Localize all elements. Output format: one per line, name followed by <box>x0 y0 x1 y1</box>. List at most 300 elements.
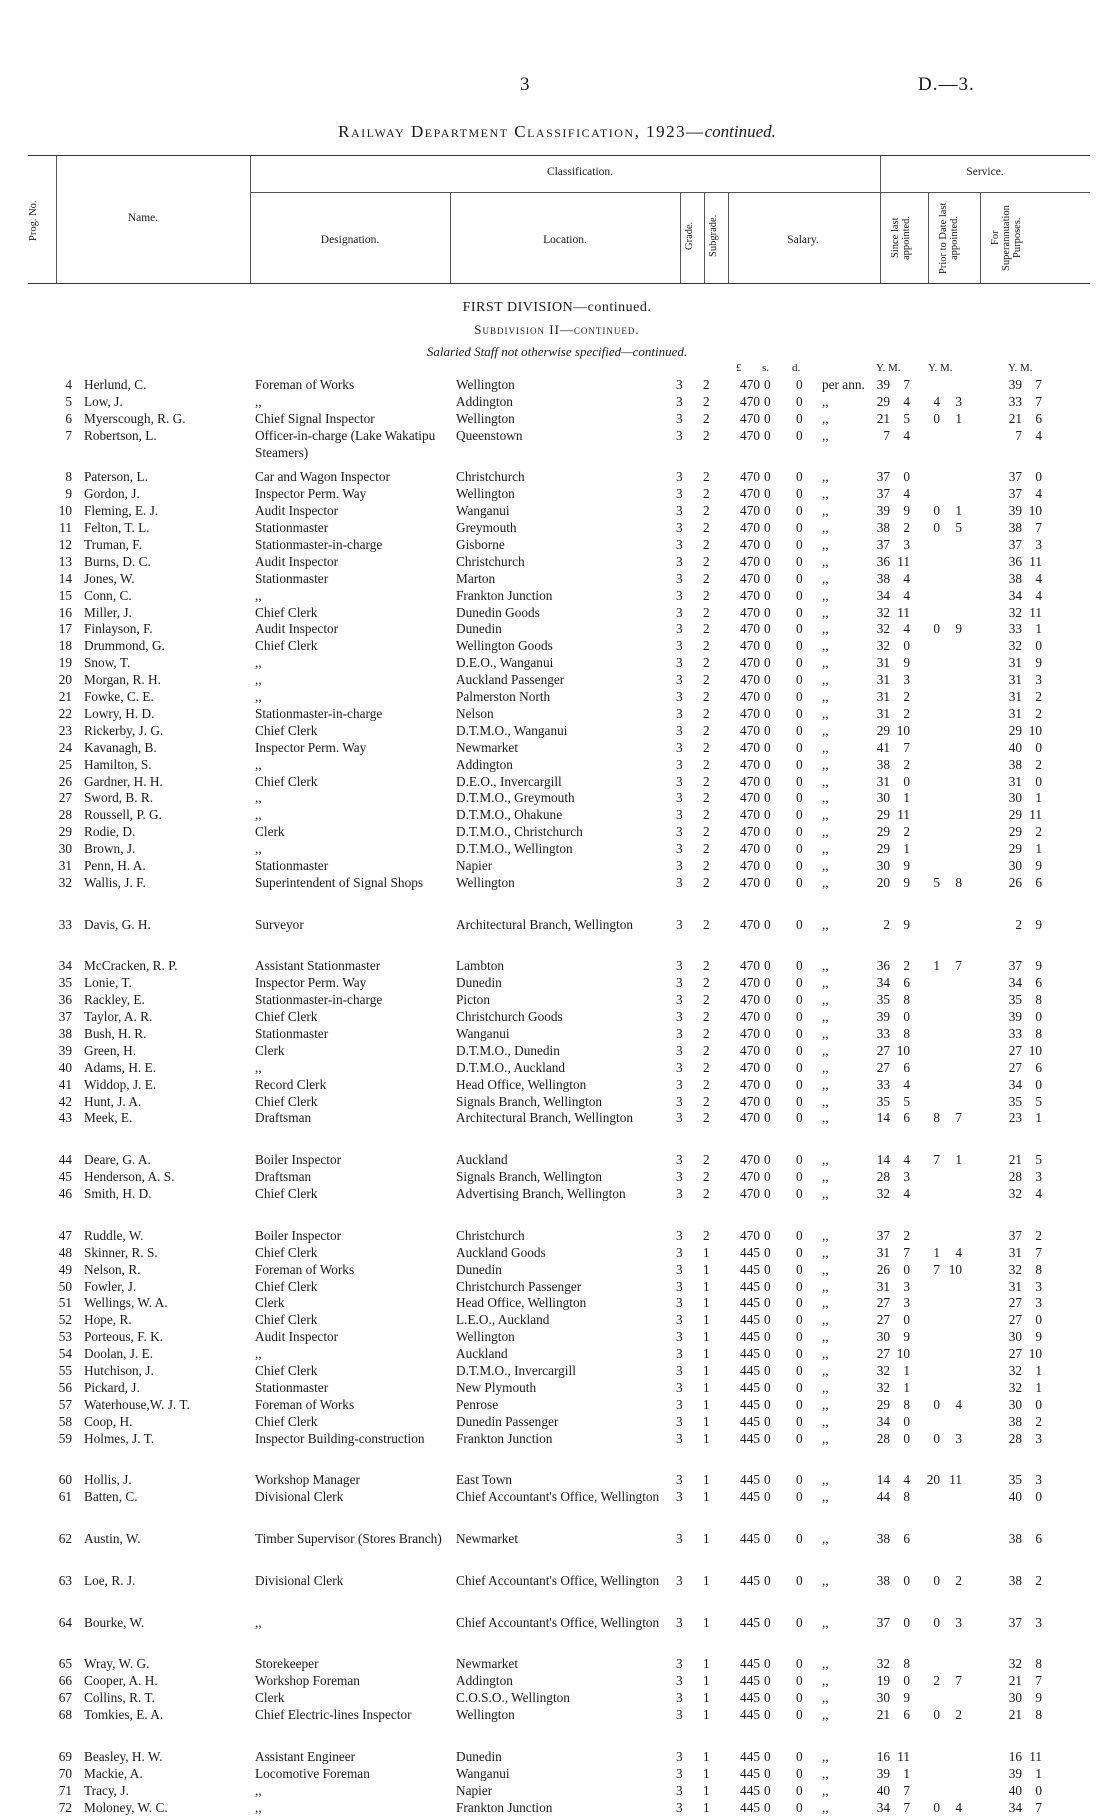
cell-sg: 2 <box>703 1110 710 1126</box>
cell-pd: 470 <box>740 377 760 392</box>
cell-per: ,, <box>822 958 829 974</box>
cell-num: 38 <box>58 1026 72 1041</box>
table-row <box>0 790 1114 807</box>
cell-gr: 3 <box>676 1152 683 1168</box>
cell-name: Drummond, G. <box>84 638 165 654</box>
cell-per: ,, <box>822 393 829 409</box>
cell-gr: 3 <box>676 1614 683 1630</box>
table-row <box>0 1169 1114 1186</box>
cell-desig: Clerk <box>255 1690 285 1706</box>
cell-desig: Car and Wagon Inspector <box>255 469 390 485</box>
cell-sg: 2 <box>703 604 710 620</box>
cell-sg: 1 <box>703 1346 710 1362</box>
cell-pp: 0 <box>796 958 803 974</box>
cell-pp: 0 <box>796 1312 803 1328</box>
table-row <box>0 1043 1114 1060</box>
table-row <box>0 1077 1114 1094</box>
cell-ps: 0 <box>764 1278 771 1294</box>
cell-name: McCracken, R. P. <box>84 958 178 974</box>
cell-per: ,, <box>822 1707 829 1723</box>
cell-loc: L.E.O., Auckland <box>456 1312 550 1328</box>
cell-per: ,, <box>822 916 829 932</box>
cell-ps: 0 <box>764 807 771 823</box>
cell-sg: 2 <box>703 1093 710 1109</box>
cell-sg: 2 <box>703 1009 710 1025</box>
cell-fm: 7 <box>1035 1673 1042 1689</box>
cell-sy: 27 <box>876 1042 890 1058</box>
cell-fy: 34 <box>1008 975 1022 991</box>
cell-pd: 445 <box>740 1572 760 1588</box>
table-row <box>0 1431 1114 1465</box>
cell-pp: 0 <box>796 1765 803 1781</box>
cell-pm: 10 <box>948 1261 962 1277</box>
cell-sg: 2 <box>703 469 710 485</box>
cell-pm: 8 <box>955 874 962 890</box>
cell-name: Truman, F. <box>84 537 142 553</box>
cell-desig: ,, <box>255 1614 262 1630</box>
cell-per: ,, <box>822 705 829 721</box>
cell-ps: 0 <box>764 1413 771 1429</box>
cell-pp: 0 <box>796 1782 803 1798</box>
cell-gr: 3 <box>676 537 683 553</box>
cell-desig: Inspector Perm. Way <box>255 975 367 991</box>
cell-ps: 0 <box>764 1765 771 1781</box>
cell-per: ,, <box>822 1572 829 1588</box>
cell-gr: 3 <box>676 1782 683 1798</box>
cell-loc: Wellington Goods <box>456 638 553 654</box>
cell-name: Davis, G. H. <box>84 916 151 932</box>
cell-name: Wallis, J. F. <box>84 874 146 890</box>
unit-ym-prior: Y. M. <box>928 362 953 374</box>
cell-name: Penn, H. A. <box>84 857 146 873</box>
cell-name: Lowry, H. D. <box>84 705 155 721</box>
cell-desig: Boiler Inspector <box>255 1152 342 1168</box>
table-row <box>0 1152 1114 1169</box>
table-row <box>0 1312 1114 1329</box>
cell-fy: 29 <box>1008 841 1022 857</box>
cell-per: ,, <box>822 790 829 806</box>
cell-pm: 7 <box>955 958 962 974</box>
cell-name: Rackley, E. <box>84 992 145 1008</box>
cell-per: ,, <box>822 486 829 502</box>
cell-num: 16 <box>58 604 72 620</box>
cell-fy: 23 <box>1008 1110 1022 1126</box>
table-row <box>0 1656 1114 1673</box>
cell-py: 0 <box>933 1430 940 1446</box>
cell-sg: 1 <box>703 1430 710 1446</box>
cell-ps: 0 <box>764 587 771 603</box>
cell-fy: 31 <box>1008 672 1022 688</box>
cell-loc: D.T.M.O., Wellington <box>456 841 573 857</box>
cell-desig: Chief Clerk <box>255 1093 318 1109</box>
cell-sm: 9 <box>903 655 910 671</box>
cell-desig: Chief Clerk <box>255 604 318 620</box>
cell-fy: 16 <box>1008 1748 1022 1764</box>
cell-gr: 3 <box>676 958 683 974</box>
cell-pp: 0 <box>796 604 803 620</box>
cell-num: 65 <box>58 1656 72 1672</box>
cell-sg: 1 <box>703 1261 710 1277</box>
cell-ps: 0 <box>764 1656 771 1672</box>
table-row <box>0 1573 1114 1607</box>
cell-fy: 38 <box>1008 520 1022 536</box>
cell-fm: 1 <box>1035 1379 1042 1395</box>
cell-name: Doolan, J. E. <box>84 1346 154 1362</box>
cell-fy: 28 <box>1008 1169 1022 1185</box>
cell-desig: Surveyor <box>255 916 304 932</box>
cell-num: 53 <box>58 1329 72 1345</box>
cell-fm: 8 <box>1035 1656 1042 1672</box>
cell-sy: 27 <box>876 1059 890 1075</box>
cell-ps: 0 <box>764 1472 771 1488</box>
cell-pd: 470 <box>740 807 760 823</box>
cell-ps: 0 <box>764 1110 771 1126</box>
cell-sm: 0 <box>903 1572 910 1588</box>
cell-per: ,, <box>822 1186 829 1202</box>
cell-desig: Chief Clerk <box>255 1244 318 1260</box>
cell-name: Beasley, H. W. <box>84 1748 163 1764</box>
cell-per: ,, <box>822 1026 829 1041</box>
cell-loc: D.E.O., Invercargill <box>456 773 562 789</box>
cell-pd: 470 <box>740 958 760 974</box>
cell-sy: 29 <box>876 722 890 738</box>
unit-pence: d. <box>792 362 801 374</box>
cell-gr: 3 <box>676 689 683 705</box>
cell-gr: 3 <box>676 1748 683 1764</box>
cell-num: 66 <box>58 1673 72 1689</box>
cell-pd: 470 <box>740 689 760 705</box>
cell-sy: 41 <box>876 739 890 755</box>
cell-sy: 35 <box>876 992 890 1008</box>
cell-loc: Advertising Branch, Wellington <box>456 1186 626 1202</box>
cell-ps: 0 <box>764 841 771 857</box>
cell-ps: 0 <box>764 1026 771 1041</box>
cell-sm: 4 <box>903 621 910 637</box>
cell-sg: 1 <box>703 1295 710 1311</box>
cell-name: Finlayson, F. <box>84 621 153 637</box>
cell-py: 7 <box>933 1261 940 1277</box>
cell-sg: 1 <box>703 1396 710 1412</box>
cell-ps: 0 <box>764 1312 771 1328</box>
cell-name: Meek, E. <box>84 1110 133 1126</box>
cell-pp: 0 <box>796 393 803 409</box>
cell-per: ,, <box>822 570 829 586</box>
cell-fy: 36 <box>1008 553 1022 569</box>
cell-sg: 1 <box>703 1614 710 1630</box>
cell-pp: 0 <box>796 722 803 738</box>
cell-gr: 3 <box>676 1379 683 1395</box>
cell-desig: Clerk <box>255 824 285 840</box>
cell-fy: 21 <box>1008 1152 1022 1168</box>
cell-pd: 445 <box>740 1346 760 1362</box>
cell-py: 0 <box>933 1799 940 1815</box>
cell-name: Holmes, J. T. <box>84 1430 155 1446</box>
table-row <box>0 672 1114 689</box>
cell-num: 17 <box>58 621 72 637</box>
cell-sg: 2 <box>703 393 710 409</box>
cell-loc: D.T.M.O., Auckland <box>456 1059 566 1075</box>
cell-sm: 11 <box>897 807 910 823</box>
cell-num: 21 <box>58 689 72 705</box>
table-row <box>0 1329 1114 1346</box>
cell-desig: Stationmaster-in-charge <box>255 537 383 553</box>
cell-fy: 38 <box>1008 1531 1022 1546</box>
cell-ps: 0 <box>764 857 771 873</box>
cell-fy: 39 <box>1008 1009 1022 1025</box>
cell-fm: 7 <box>1035 520 1042 536</box>
cell-pp: 0 <box>796 587 803 603</box>
cell-loc: D.E.O., Wanganui <box>456 655 554 671</box>
cell-fy: 31 <box>1008 655 1022 671</box>
cell-fm: 11 <box>1029 604 1042 620</box>
cell-sy: 26 <box>876 1261 890 1277</box>
cell-sm: 3 <box>903 1278 910 1294</box>
cell-loc: Lambton <box>456 958 505 974</box>
cell-sy: 31 <box>876 689 890 705</box>
cell-sy: 32 <box>876 1186 890 1202</box>
cell-pp: 0 <box>796 1614 803 1630</box>
cell-per: ,, <box>822 1329 829 1345</box>
cell-desig: Foreman of Works <box>255 1396 355 1412</box>
table-row <box>0 824 1114 841</box>
cell-loc: Addington <box>456 756 513 772</box>
cell-desig: Chief Clerk <box>255 638 318 654</box>
cell-desig: Timber Supervisor (Stores Branch) <box>255 1531 442 1546</box>
table-row <box>0 1749 1114 1766</box>
cell-name: Brown, J. <box>84 841 136 857</box>
cell-desig: Inspector Perm. Way <box>255 739 367 755</box>
cell-num: 43 <box>58 1110 72 1126</box>
cell-pp: 0 <box>796 1346 803 1362</box>
cell-fm: 11 <box>1029 553 1042 569</box>
cell-pp: 0 <box>796 857 803 873</box>
cell-fm: 8 <box>1035 1261 1042 1277</box>
cell-pp: 0 <box>796 916 803 932</box>
cell-sg: 2 <box>703 975 710 991</box>
page-title <box>0 122 1114 142</box>
cell-gr: 3 <box>676 553 683 569</box>
cell-name: Wray, W. G. <box>84 1656 150 1672</box>
cell-name: Gardner, H. H. <box>84 773 163 789</box>
cell-pd: 470 <box>740 393 760 409</box>
cell-num: 62 <box>58 1531 72 1546</box>
table-row <box>0 1783 1114 1800</box>
cell-sg: 1 <box>703 1362 710 1378</box>
cell-name: Batten, C. <box>84 1489 138 1505</box>
cell-ps: 0 <box>764 655 771 671</box>
cell-desig: Chief Clerk <box>255 1362 318 1378</box>
cell-gr: 3 <box>676 916 683 932</box>
staff-heading: Salaried Staff not otherwise specified—continued. <box>426 344 688 359</box>
table-row <box>0 469 1114 486</box>
cell-fm: 4 <box>1035 427 1042 443</box>
cell-per: ,, <box>822 1472 829 1488</box>
cell-fy: 30 <box>1008 1329 1022 1345</box>
cell-loc: Newmarket <box>456 1531 519 1546</box>
cell-pd: 445 <box>740 1329 760 1345</box>
cell-pp: 0 <box>796 1244 803 1260</box>
page-number: 3 <box>520 74 530 95</box>
cell-num: 27 <box>58 790 72 806</box>
cell-pd: 470 <box>740 427 760 443</box>
cell-fm: 2 <box>1035 689 1042 705</box>
cell-sy: 31 <box>876 1244 890 1260</box>
table-row <box>0 554 1114 571</box>
cell-pp: 0 <box>796 756 803 772</box>
cell-sy: 29 <box>876 807 890 823</box>
cell-num: 14 <box>58 570 72 586</box>
cell-per: ,, <box>822 1261 829 1277</box>
cell-fm: 0 <box>1035 1396 1042 1412</box>
cell-fm: 6 <box>1035 975 1042 991</box>
cell-fy: 33 <box>1008 621 1022 637</box>
cell-loc: Head Office, Wellington <box>456 1295 587 1311</box>
cell-sy: 37 <box>876 537 890 553</box>
cell-fm: 4 <box>1035 587 1042 603</box>
cell-ps: 0 <box>764 1261 771 1277</box>
header-service: Service. <box>966 166 1004 178</box>
cell-pp: 0 <box>796 503 803 519</box>
cell-num: 6 <box>65 410 72 426</box>
cell-sm: 6 <box>903 1110 910 1126</box>
cell-desig: ,, <box>255 689 262 705</box>
cell-name: Bourke, W. <box>84 1614 145 1630</box>
cell-desig: Foreman of Works <box>255 377 355 392</box>
cell-sm: 11 <box>897 553 910 569</box>
cell-gr: 3 <box>676 672 683 688</box>
cell-name: Skinner, R. S. <box>84 1244 158 1260</box>
cell-per: ,, <box>822 587 829 603</box>
cell-loc: Wellington <box>456 377 515 392</box>
cell-fy: 32 <box>1008 1186 1022 1202</box>
cell-ps: 0 <box>764 1093 771 1109</box>
cell-desig: Audit Inspector <box>255 553 339 569</box>
cell-sy: 38 <box>876 520 890 536</box>
cell-fy: 38 <box>1008 570 1022 586</box>
cell-ps: 0 <box>764 1152 771 1168</box>
cell-ps: 0 <box>764 486 771 502</box>
cell-sg: 2 <box>703 1042 710 1058</box>
cell-num: 35 <box>58 975 72 991</box>
table-row <box>0 1363 1114 1380</box>
cell-sm: 7 <box>903 1799 910 1815</box>
cell-gr: 3 <box>676 469 683 485</box>
cell-name: Morgan, R. H. <box>84 672 161 688</box>
cell-sm: 11 <box>897 1748 910 1764</box>
cell-sm: 0 <box>903 1430 910 1446</box>
cell-pd: 470 <box>740 1042 760 1058</box>
cell-gr: 3 <box>676 874 683 890</box>
cell-desig: ,, <box>255 1346 262 1362</box>
cell-num: 24 <box>58 739 72 755</box>
cell-pd: 470 <box>740 486 760 502</box>
cell-pm: 3 <box>955 1614 962 1630</box>
cell-gr: 3 <box>676 393 683 409</box>
cell-pd: 470 <box>740 672 760 688</box>
cell-ps: 0 <box>764 1799 771 1815</box>
table-row <box>0 1228 1114 1245</box>
cell-gr: 3 <box>676 1346 683 1362</box>
cell-pd: 470 <box>740 537 760 553</box>
cell-pd: 445 <box>740 1707 760 1723</box>
cell-fm: 1 <box>1035 1110 1042 1126</box>
cell-sg: 2 <box>703 1152 710 1168</box>
cell-loc: Frankton Junction <box>456 587 553 603</box>
table-row <box>0 1800 1114 1816</box>
cell-fy: 31 <box>1008 1278 1022 1294</box>
cell-fy: 38 <box>1008 756 1022 772</box>
cell-pp: 0 <box>796 1673 803 1689</box>
cell-gr: 3 <box>676 773 683 789</box>
cell-sy: 39 <box>876 1765 890 1781</box>
cell-loc: Head Office, Wellington <box>456 1076 587 1092</box>
cell-gr: 3 <box>676 1362 683 1378</box>
cell-ps: 0 <box>764 824 771 840</box>
cell-fy: 32 <box>1008 1656 1022 1672</box>
cell-desig: Clerk <box>255 1042 285 1058</box>
cell-num: 63 <box>58 1572 72 1588</box>
cell-sg: 2 <box>703 1186 710 1202</box>
cell-per: ,, <box>822 410 829 426</box>
cell-sm: 7 <box>903 1782 910 1798</box>
cell-desig: Workshop Manager <box>255 1472 360 1488</box>
cell-per: ,, <box>822 1799 829 1815</box>
cell-per: ,, <box>822 1169 829 1185</box>
cell-fy: 29 <box>1008 807 1022 823</box>
cell-per: ,, <box>822 1413 829 1429</box>
cell-pd: 470 <box>740 722 760 738</box>
cell-sg: 2 <box>703 427 710 443</box>
cell-fy: 7 <box>1015 427 1022 443</box>
cell-fm: 2 <box>1035 756 1042 772</box>
cell-pp: 0 <box>796 841 803 857</box>
cell-sg: 1 <box>703 1673 710 1689</box>
cell-pp: 0 <box>796 1489 803 1505</box>
cell-pm: 1 <box>955 410 962 426</box>
cell-pp: 0 <box>796 469 803 485</box>
cell-fm: 9 <box>1035 916 1042 932</box>
cell-num: 31 <box>58 857 72 873</box>
cell-per: per ann. <box>822 377 865 392</box>
cell-sy: 27 <box>876 1312 890 1328</box>
cell-desig: Workshop Foreman <box>255 1673 360 1689</box>
cell-pm: 4 <box>955 1396 962 1412</box>
cell-name: Green, H. <box>84 1042 137 1058</box>
cell-desig: ,, <box>255 393 262 409</box>
cell-desig: Chief Clerk <box>255 722 318 738</box>
cell-fm: 9 <box>1035 1690 1042 1706</box>
cell-fm: 0 <box>1035 1489 1042 1505</box>
cell-sm: 9 <box>903 874 910 890</box>
cell-num: 12 <box>58 537 72 553</box>
cell-per: ,, <box>822 1227 829 1243</box>
cell-name: Wellings, W. A. <box>84 1295 168 1311</box>
cell-per: ,, <box>822 1076 829 1092</box>
cell-ps: 0 <box>764 916 771 932</box>
cell-pm: 7 <box>955 1110 962 1126</box>
table-row <box>0 1707 1114 1741</box>
cell-per: ,, <box>822 520 829 536</box>
cell-fy: 32 <box>1008 1261 1022 1277</box>
cell-name: Bush, H. R. <box>84 1026 147 1041</box>
cell-sg: 2 <box>703 689 710 705</box>
cell-per: ,, <box>822 1379 829 1395</box>
cell-name: Mackie, A. <box>84 1765 143 1781</box>
cell-ps: 0 <box>764 705 771 721</box>
cell-sm: 2 <box>903 824 910 840</box>
cell-desig: Chief Clerk <box>255 1413 318 1429</box>
cell-pp: 0 <box>796 1295 803 1311</box>
